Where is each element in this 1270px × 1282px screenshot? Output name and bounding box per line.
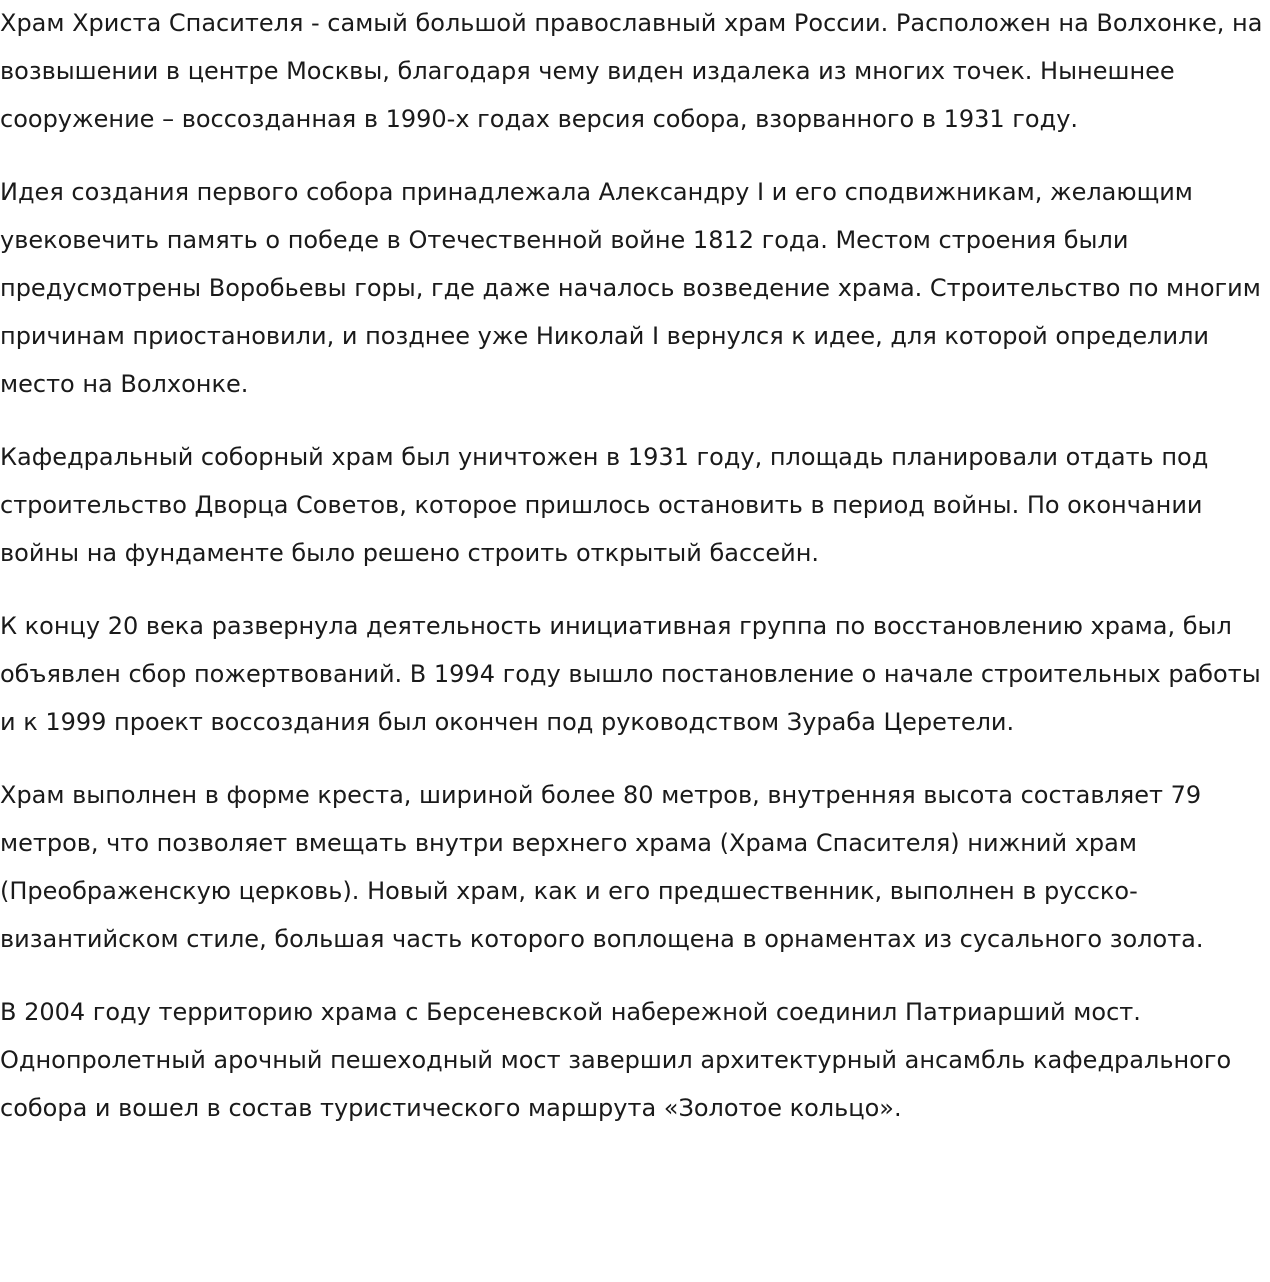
paragraph-bridge: В 2004 году территорию храма с Берсеневской набережной соединил Патриарший мост. Однопролетный арочный пешеходный мост завершил архитектурный ансамбль кафедрального собора и вошел в состав туристического маршрута «Золотое кольцо». [0,998,1232,1122]
paragraph-restoration: К концу 20 века развернула деятельность инициативная группа по восстановлению храма, был объявлен сбор пожертвований. В 1994 году вышло постановление о начале строительных работы и к 1999 проект воссоздания был окончен под руководством Зураба Церетели. [0,612,1261,736]
paragraph-destruction: Кафедральный соборный храм был уничтожен в 1931 году, площадь планировали отдать под строительство Дворца Советов, которое пришлось остановить в период войны. По окончании войны на фундаменте было решено строить открытый бассейн. [0,443,1209,567]
paragraph-history-idea: Идея создания первого собора принадлежала Александру I и его сподвижникам, желающим увековечить память о победе в Отечественной войне 1812 года. Местом строения были предусмотрены Воробьевы горы, где даже началось возведение храма. Строительство по многим причинам приостановили, и позднее уже Николай I вернулся к идее, для которой определили место на Волхонке. [0,178,1261,398]
paragraph-architecture: Храм выполнен в форме креста, шириной более 80 метров, внутренняя высота составляет 79 метров, что позволяет вмещать внутри верхнего храма (Храма Спасителя) нижний храм (Преображенскую церковь). Новый храм, как и его предшественник, выполнен в русско-византийском стиле, большая часть которого воплощена в орнаментах из сусального золота. [0,781,1204,953]
paragraph-intro: Храм Христа Спасителя - самый большой православный храм России. Расположен на Волхонке, на возвышении в центре Москвы, благодаря чему виден издалека из многих точек. Нынешнее сооружение – воссозданная в 1990-х годах версия собора, взорванного в 1931 году. [0,9,1263,133]
